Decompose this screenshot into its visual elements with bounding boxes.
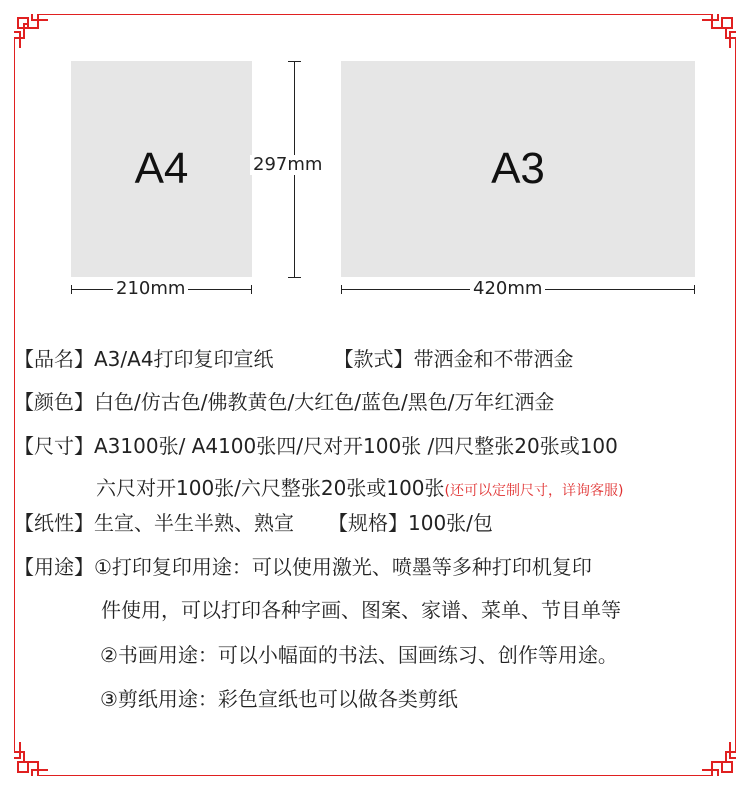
a4-paper-diagram: [71, 61, 252, 277]
a3-label: A3: [491, 144, 545, 193]
a3-width-tick-right: [694, 285, 695, 294]
height-tick-bottom: [288, 277, 301, 278]
size-line-2: 六尺对开100张/六尺整张20张或100张: [96, 476, 445, 500]
name-label: 【品名】: [14, 347, 94, 371]
a3-width-label: 420mm: [470, 279, 545, 299]
spec-value: 100张/包: [408, 511, 493, 535]
height-tick-top: [288, 61, 301, 62]
use-line-1: ①打印复印用途：可以使用激光、喷墨等多种打印机复印: [94, 555, 592, 579]
spec-row-use: [14, 554, 592, 580]
spec-row-color: [14, 389, 554, 415]
size-line-1: A3100张/ A4100张四/尺对开100张 /四尺整张20张或100: [94, 434, 618, 458]
a4-width-tick-right: [251, 285, 252, 294]
name-value: A3/A4打印复印宣纸: [94, 347, 274, 371]
color-value: 白色/仿古色/佛教黄色/大红色/蓝色/黑色/万年红洒金: [94, 390, 555, 414]
size-label: 【尺寸】: [14, 434, 94, 458]
a3-width-tick-left: [341, 285, 342, 294]
use-label: 【用途】: [14, 555, 94, 579]
use-line-3: ②书画用途：可以小幅面的书法、国画练习、创作等用途。: [100, 643, 618, 667]
use-line-2: 件使用，可以打印各种字画、图案、家谱、菜单、节目单等: [101, 598, 621, 622]
height-label: 297mm: [250, 155, 325, 175]
a4-label: A4: [134, 144, 189, 193]
style-label: 【款式】: [333, 347, 414, 371]
color-label: 【颜色】: [14, 390, 94, 414]
style-value: 带洒金和不带洒金: [413, 347, 574, 371]
a4-width-label: 210mm: [113, 279, 188, 299]
spec-label: 【规格】: [328, 511, 408, 535]
size-note: (还可以定制尺寸，详询客服): [444, 483, 624, 499]
use-line-4: ③剪纸用途：彩色宣纸也可以做各类剪纸: [100, 687, 458, 711]
spec-row-use-4: [100, 686, 458, 712]
spec-row-size: [14, 433, 618, 459]
spec-row-size-cont: [96, 475, 623, 504]
nature-label: 【纸性】: [14, 511, 94, 535]
a3-paper-diagram: [341, 61, 695, 277]
nature-value: 生宣、半生半熟、熟宣: [94, 511, 294, 535]
spec-row-use-3: [100, 642, 618, 668]
spec-row-nature: [14, 510, 493, 536]
spec-row-use-2: [101, 597, 621, 623]
a4-width-tick-left: [71, 285, 72, 294]
spec-row-name: [14, 346, 574, 372]
